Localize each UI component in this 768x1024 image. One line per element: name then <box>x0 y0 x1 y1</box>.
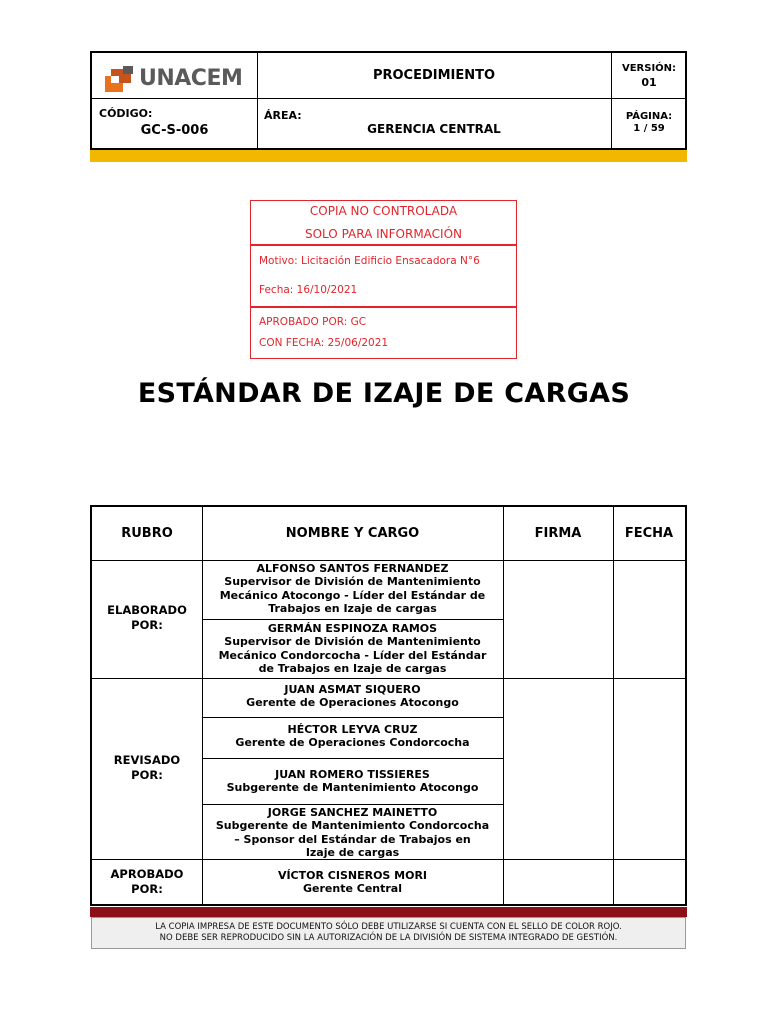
divider <box>92 560 685 561</box>
divider <box>613 507 614 904</box>
version-value: 01 <box>641 76 657 89</box>
area-value: GERENCIA CENTRAL <box>367 122 501 136</box>
unacem-logo-icon <box>105 66 135 92</box>
code-value: GC-S-006 <box>140 123 209 138</box>
divider <box>503 507 504 904</box>
column-header-fecha: FECHA <box>624 526 674 541</box>
code-label: CÓDIGO: <box>99 107 153 120</box>
rubro-revisado: REVISADO POR: <box>113 753 181 782</box>
divider <box>202 804 503 805</box>
stamp-fecha: Fecha: 16/10/2021 <box>259 284 358 296</box>
person-name: HÉCTOR LEYVA CRUZ <box>287 723 418 736</box>
person-name: JUAN ROMERO TISSIERES <box>275 768 430 781</box>
page-label: PÁGINA: <box>625 111 673 122</box>
area-label: ÁREA: <box>264 109 302 122</box>
stamp-line-1: COPIA NO CONTROLADA <box>309 204 458 218</box>
footer-notice <box>91 917 686 949</box>
approval-table <box>90 505 687 906</box>
footer-line-1: LA COPIA IMPRESA DE ESTE DOCUMENTO SÓLO DEBE UTILIZARSE SI CUENTA CON EL SELLO DE COLOR ROJO. <box>155 922 622 932</box>
person-entry: ALFONSO SANTOS FERNANDEZ Supervisor de División de Mantenimiento Mecánico Atocongo - Líder del Estándar de Trabajos en Izaje de cargas <box>202 562 503 616</box>
person-name: JUAN ASMAT SIQUERO <box>284 683 421 696</box>
document-title: ESTÁNDAR DE IZAJE DE CARGAS <box>137 378 631 409</box>
divider <box>202 717 503 718</box>
header-accent-bar <box>90 150 687 162</box>
divider <box>251 244 516 246</box>
divider <box>92 98 687 99</box>
document-type: PROCEDIMIENTO <box>372 68 496 83</box>
footer-line-2: NO DEBE SER REPRODUCIDO SIN LA AUTORIZACIÓN DE LA DIVISIÓN DE SISTEMA INTEGRADO DE GESTIÓN. <box>159 933 618 943</box>
document-header <box>90 51 687 150</box>
footer-accent-bar <box>90 907 687 917</box>
person-entry: VÍCTOR CISNEROS MORI Gerente Central <box>202 869 503 896</box>
uncontrolled-copy-stamp <box>250 200 517 359</box>
company-logo <box>105 66 245 92</box>
page-value: 1 / 59 <box>633 123 665 134</box>
person-name: VÍCTOR CISNEROS MORI <box>277 869 428 882</box>
divider <box>251 306 516 308</box>
divider <box>92 678 685 679</box>
person-entry: JORGE SANCHEZ MAINETTO Subgerente de Mantenimiento Condorcocha – Sponsor del Estándar de Trabajos en Izaje de cargas <box>202 806 503 860</box>
rubro-aprobado: APROBADO POR: <box>110 867 184 896</box>
column-header-rubro: RUBRO <box>121 526 173 541</box>
column-header-firma: FIRMA <box>534 526 582 541</box>
person-entry: JUAN ROMERO TISSIERES Subgerente de Mantenimiento Atocongo <box>202 768 503 795</box>
company-name: UNACEM <box>139 66 243 91</box>
person-entry: GERMÁN ESPINOZA RAMOS Supervisor de División de Mantenimiento Mecánico Condorcocha - Líder del Estándar de Trabajos en Izaje de cargas <box>202 622 503 676</box>
stamp-line-2: SOLO PARA INFORMACIÓN <box>304 227 463 241</box>
person-entry: JUAN ASMAT SIQUERO Gerente de Operaciones Atocongo <box>202 683 503 710</box>
person-name: JORGE SANCHEZ MAINETTO <box>267 806 438 819</box>
divider <box>202 619 503 620</box>
person-name: GERMÁN ESPINOZA RAMOS <box>267 622 438 635</box>
column-header-nombre-cargo: NOMBRE Y CARGO <box>285 526 420 541</box>
person-entry: HÉCTOR LEYVA CRUZ Gerente de Operaciones Condorcocha <box>202 723 503 750</box>
stamp-aprobado: APROBADO POR: GC <box>259 316 367 328</box>
divider <box>202 758 503 759</box>
stamp-motivo: Motivo: Licitación Edificio Ensacadora N°6 <box>259 255 480 267</box>
version-label: VERSIÓN: <box>621 63 677 74</box>
person-name: ALFONSO SANTOS FERNANDEZ <box>256 562 449 575</box>
stamp-con-fecha: CON FECHA: 25/06/2021 <box>259 337 389 349</box>
rubro-elaborado: ELABORADO POR: <box>107 603 187 632</box>
